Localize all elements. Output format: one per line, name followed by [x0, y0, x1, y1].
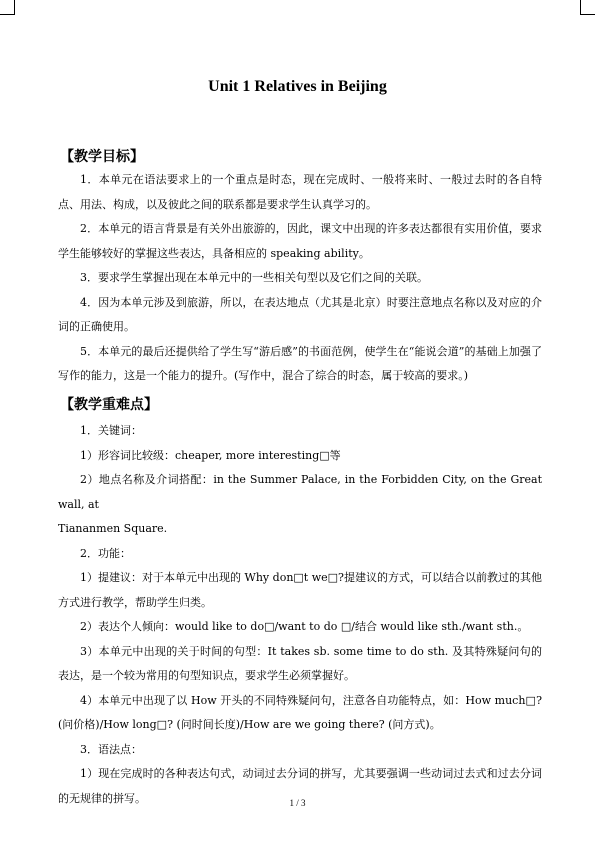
paragraph: 1）形容词比较级：cheaper, more interesting□等 [80, 448, 341, 462]
paragraph: 2）表达个人倾向：would like to do□/want to do □/结合 would like sth./want sth.。 [80, 620, 529, 633]
paragraph: 2．本单元的语言背景是有关外出旅游的，因此，课文中出现的许多表达都很有实用价值，要求学生能够较好的掌握这些表达，具备相应的 speaking ability。 [58, 222, 542, 260]
page-number: 1 / 3 [289, 798, 306, 808]
section-heading-objectives: 【教学目标】 [60, 149, 144, 165]
paragraph: 3．要求学生掌握出现在本单元中的一些相关句型以及它们之间的关联。 [80, 271, 428, 284]
page-title: Unit 1 Relatives in Beijing [208, 78, 387, 95]
paragraph: 2）地点名称及介词搭配：in the Summer Palace, in the Forbidden City, on the Great wall, at [58, 473, 542, 511]
paragraph: 2．功能： [80, 546, 131, 560]
paragraph: 3）本单元中出现的关于时间的句型：It takes sb. some time to do sth. 及其特殊疑问句的表达，是一个较为常用的句型知识点，要求学生必须掌握好。 [58, 644, 542, 682]
paragraph: 5．本单元的最后还提供给了学生写“游后感”的书面范例，使学生在“能说会道”的基础上加强了写作的能力，这是一个能力的提升。(写作中，混合了综合的时态，属于较高的要求。) [58, 344, 542, 382]
paragraph: 1）现在完成时的各种表达句式，动词过去分词的拼写，尤其要强调一些动词过去式和过去分词的无规律的拼写。 [58, 767, 542, 805]
paragraph: 1．本单元在语法要求上的一个重点是时态，现在完成时、一般将来时、一般过去时的各自特点、用法、构成，以及彼此之间的联系都是要求学生认真学习的。 [58, 173, 542, 211]
paragraph: Tiananmen Square. [58, 522, 168, 535]
paragraph: 1．关键词： [80, 424, 142, 437]
paragraph: 3．语法点： [80, 742, 142, 756]
paragraph: 4）本单元中出现了以 How 开头的不同特殊疑问句，注意各自功能特点，如：How much□? (问价格)/How long□? (问时间长度)/How are we going there? (问方式)。 [58, 693, 542, 731]
key-points-body [58, 419, 542, 811]
objectives-body [58, 168, 542, 389]
paragraph: 4．因为本单元涉及到旅游，所以，在表达地点（尤其是北京）时要注意地点名称以及对应的介词的正确使用。 [58, 295, 542, 333]
corner-mark-left [0, 0, 15, 15]
paragraph: 1）提建议：对于本单元中出现的 Why don□t we□?提建议的方式，可以结合以前教过的其他方式进行教学，帮助学生归类。 [58, 571, 542, 609]
corner-mark-right [580, 0, 595, 15]
section-heading-key-points: 【教学重难点】 [60, 397, 158, 413]
